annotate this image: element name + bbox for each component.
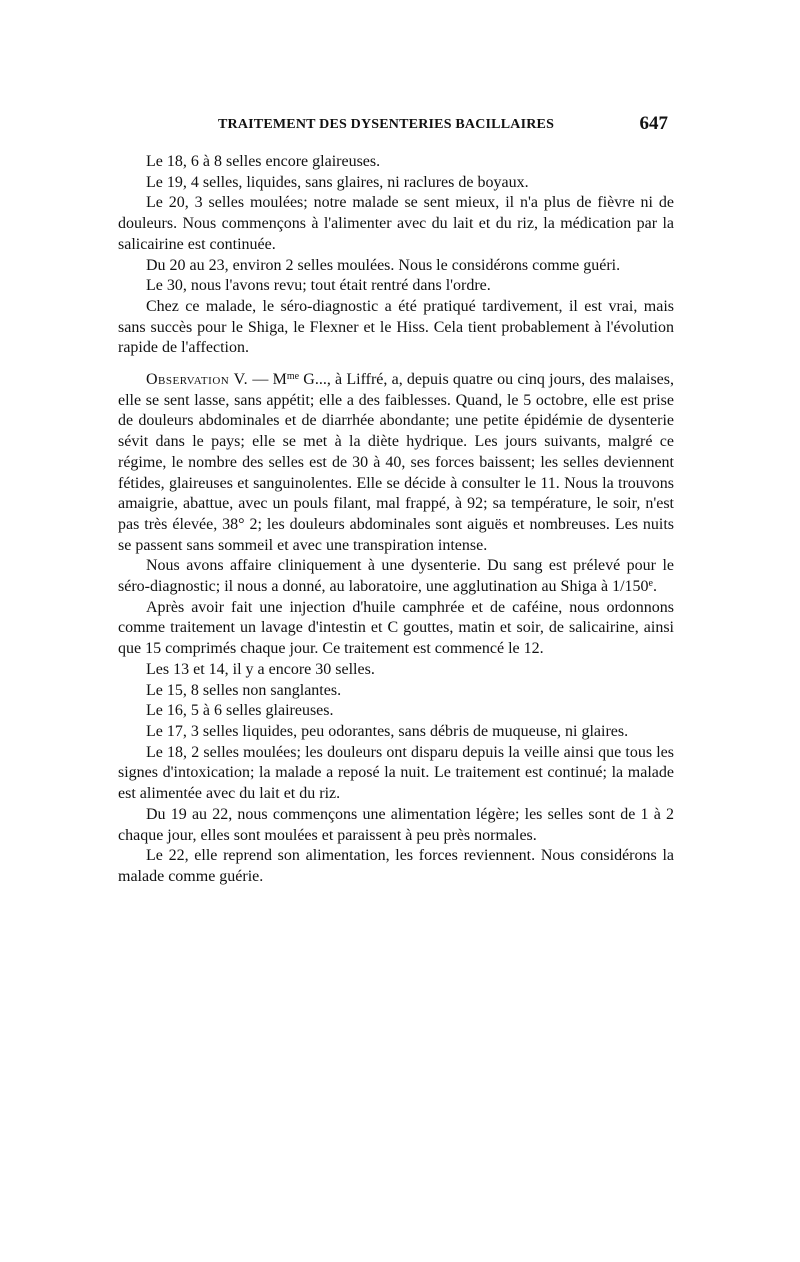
paragraph: Le 20, 3 selles moulées; notre malade se sent mieux, il n'a plus de fièvre ni de douleurs. Nous commençons à l'alimenter avec du lait et du riz, la médication par la salicairine est continuée. xyxy=(118,194,674,253)
observation-label: Observation V. xyxy=(146,371,249,389)
paragraph: Les 13 et 14, il y a encore 30 selles. xyxy=(146,660,375,678)
paragraph: Le 22, elle reprend son alimentation, les forces reviennent. Nous considérons la malade comme guérie. xyxy=(118,847,674,885)
body-text xyxy=(118,152,674,888)
paragraph: Du 19 au 22, nous commençons une alimentation légère; les selles sont de 1 à 2 chaque jour, elles sont moulées et paraissent à peu près normales. xyxy=(118,805,674,844)
paragraph: Le 16, 5 à 6 selles glaireuses. xyxy=(146,702,334,720)
section-gap xyxy=(118,359,674,370)
paragraph xyxy=(118,556,674,597)
paragraph: Le 18, 6 à 8 selles encore glaireuses. xyxy=(146,153,381,170)
paragraph: Après avoir fait une injection d'huile camphrée et de caféine, nous ordonnons comme traitement un lavage d'intestin et C gouttes, matin et soir, de salicairine, ainsi que 15 comprimés chaque jour. Ce traitement est commencé le 12. xyxy=(118,598,674,658)
paragraph: Chez ce malade, le séro-diagnostic a été pratiqué tardivement, il est vrai, mais sans succès pour le Shiga, le Flexner et le Hiss. Cela tient probablement à l'évolution rapide de l'affection. xyxy=(118,297,674,357)
running-header xyxy=(118,113,676,137)
patient-title-superscript: me xyxy=(286,371,300,383)
paragraph: Le 17, 3 selles liquides, peu odorantes, sans débris de muqueuse, ni glaires. xyxy=(146,722,629,740)
paragraph: Le 15, 8 selles non sanglantes. xyxy=(146,681,342,699)
agglutination-superscript: e xyxy=(648,578,653,590)
agglutination-end: . xyxy=(653,578,657,596)
paragraph: Le 19, 4 selles, liquides, sans glaires, ni raclures de boyaux. xyxy=(146,173,529,191)
agglutination-text: Nous avons affaire cliniquement à une dysenterie. Du sang est prélevé pour le séro-diagnostic; il nous a donné, au laboratoire, une agglutination au Shiga à 1/150 xyxy=(118,557,674,596)
running-title: TRAITEMENT DES DYSENTERIES BACILLAIRES xyxy=(218,117,555,132)
observation-paragraph xyxy=(118,370,674,556)
patient-title: M xyxy=(272,371,287,389)
page-number: 647 xyxy=(639,113,668,134)
observation-text: G..., à Liffré, a, depuis quatre ou cinq jours, des malaises, elle se sent lasse, sans appétit; elle a des faiblesses. Quand, le 5 octobre, elle est prise de douleurs abdominales et de diarrhée abondante; une petite épidémie de dysenterie sévit dans le pays; elle se met à la diète hydrique. Les jours suivants, malgré ce régime, le nombre des selles est de 30 à 40, ses forces baissent; les selles deviennent fétides, glaireuses et sanguinolentes. Elle se décide à consulter le 11. Nous la trouvons amaigrie, abattue, avec un pouls filant, mal frappé, à 92; sa température, le soir, n'est pas très élevée, 38° 2; les douleurs abdominales sont aiguës et nombreuses. Les nuits se passent sans sommeil et avec une transpiration intense. xyxy=(118,371,674,554)
paragraph: Du 20 au 23, environ 2 selles moulées. Nous le considérons comme guéri. xyxy=(146,256,621,274)
paragraph: Le 18, 2 selles moulées; les douleurs ont disparu depuis la veille ainsi que tous les signes d'intoxication; la malade a reposé la nuit. Le traitement est continué; la malade est alimentée avec du lait et du riz. xyxy=(118,743,674,803)
paragraph: Le 30, nous l'avons revu; tout était rentré dans l'ordre. xyxy=(146,277,491,295)
observation-dash: — xyxy=(248,371,273,389)
